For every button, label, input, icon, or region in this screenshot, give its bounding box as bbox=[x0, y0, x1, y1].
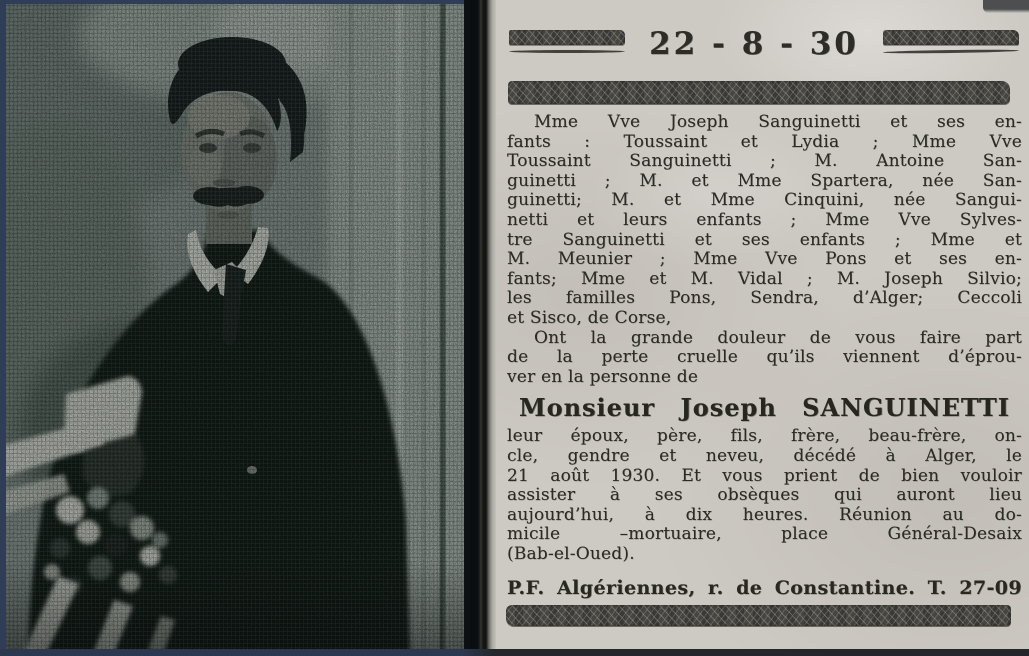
top-divider-rule bbox=[508, 81, 1010, 104]
newspaper-clipping bbox=[496, 0, 1029, 656]
announcement-paragraph bbox=[507, 329, 1022, 388]
notice-line: et Sisco, de Corse, bbox=[507, 307, 672, 328]
notice-line: aujourd’hui, à dix heures. Réunion au do- bbox=[507, 504, 1022, 525]
masthead bbox=[509, 22, 1019, 68]
page-gutter bbox=[470, 0, 496, 656]
notice-line: ver en la personne de bbox=[507, 366, 699, 387]
notice-line: tre Sanguinetti et ses enfants ; Mme et bbox=[507, 229, 1022, 250]
notice-line: les familles Pons, Sendra, d’Alger; Ceccoli bbox=[507, 288, 1022, 309]
notice-line: micile –mortuaire, place Général-Desaix bbox=[507, 524, 1022, 545]
deceased-name: Monsieur Joseph SANGUINETTI bbox=[519, 393, 1010, 423]
family-paragraph bbox=[507, 113, 1022, 329]
portrait-photo bbox=[0, 0, 470, 656]
notice-line: fants : Toussaint et Lydia ; Mme Vve bbox=[507, 131, 1022, 152]
notice-line: guinetti ; M. et Mme Spartera, née San- bbox=[507, 170, 1022, 191]
masthead-rule-left bbox=[509, 22, 625, 53]
bottom-divider-rule bbox=[506, 605, 1011, 626]
notice-line: cle, gendre et neveu, décédé à Alger, le bbox=[507, 445, 1022, 466]
notice-line: de la perte cruelle qu’ils viennent d’éprou- bbox=[507, 347, 1022, 368]
notice-line: (Bab-el-Oued). bbox=[507, 543, 635, 564]
notice-line: Ont la grande douleur de vous faire part bbox=[534, 327, 1022, 348]
details-paragraph bbox=[507, 427, 1022, 564]
notice-line: netti et leurs enfants ; Mme Vve Sylves- bbox=[507, 209, 1022, 230]
notice-line: M. Meunier ; Mme Vve Pons et ses en- bbox=[507, 249, 1022, 270]
masthead-rule-right bbox=[883, 22, 1019, 53]
notice-line: 21 août 1930. Et vous prient de bien vouloir bbox=[507, 465, 1022, 486]
masthead-date: 22 - 8 - 30 bbox=[649, 26, 859, 62]
notice-line: fants; Mme et M. Vidal ; M. Joseph Silvio; bbox=[507, 268, 1022, 289]
scan-artifact bbox=[983, 0, 1029, 13]
notice-line: leur époux, père, fils, frère, beau-frère, on- bbox=[507, 426, 1022, 447]
notice-line: guinetti; M. et Mme Cinquini, née Sangui- bbox=[507, 190, 1022, 211]
obituary-text bbox=[507, 113, 1022, 600]
notice-line: assister à ses obsèques qui auront lieu bbox=[507, 485, 1022, 506]
funeral-home-line: P.F. Algériennes, r. de Constantine. T. 27-09 bbox=[507, 577, 1022, 600]
notice-line: Mme Vve Joseph Sanguinetti et ses en- bbox=[534, 112, 1022, 132]
notice-line: Toussaint Sanguinetti ; M. Antoine San- bbox=[507, 151, 1022, 172]
scan-bottom-edge bbox=[0, 649, 1029, 656]
